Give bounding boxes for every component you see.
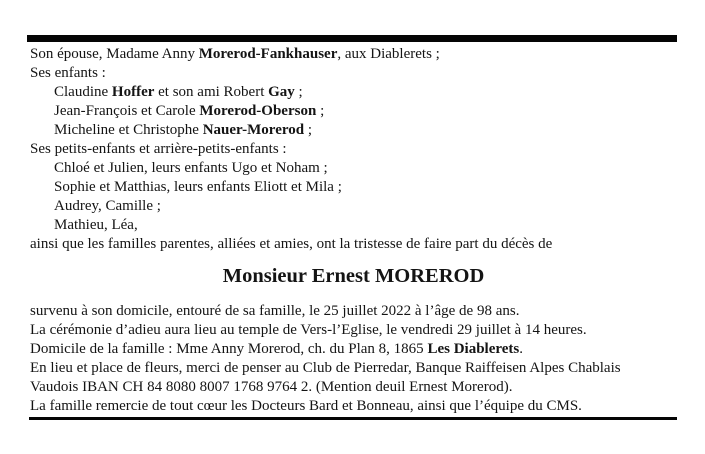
notice-line — [30, 45, 677, 64]
notice-text-segment: Son épouse, Madame Anny — [30, 46, 199, 62]
notice-text-segment: Ses petits-enfants et arrière-petits-enfants : — [30, 141, 287, 157]
bold-name-text: Nauer-Morerod — [202, 122, 305, 138]
bottom-rule — [29, 417, 677, 420]
notice-line — [30, 216, 677, 235]
notice-text-segment: Mathieu, Léa, — [54, 217, 138, 233]
notice-text-segment: Claudine — [54, 84, 112, 100]
notice-line — [30, 121, 677, 140]
notice-text-segment: Micheline et Christophe — [54, 122, 203, 138]
notice-line — [30, 102, 677, 121]
notice-text-segment: survenu à son domicile, entouré de sa famille, le 25 juillet 2022 à l’âge de 98 ans. — [30, 303, 520, 319]
notice-line — [30, 64, 677, 83]
notice-text-segment: , aux Diablerets ; — [337, 46, 440, 62]
notice-line — [30, 159, 677, 178]
notice-text-segment: et son ami Robert — [154, 84, 269, 100]
bold-name-text: Les Diablerets — [427, 341, 520, 357]
top-rule — [27, 35, 677, 42]
notice-text-segment: ; — [304, 122, 313, 138]
notice-text-segment: ainsi que les familles parentes, alliées et amies, ont la tristesse de faire part du décès de — [30, 236, 553, 252]
notice-line — [30, 302, 677, 321]
notice-line — [30, 378, 677, 397]
notice-text-segment: En lieu et place de fleurs, merci de penser au Club de Pierredar, Banque Raiffeisen Alpes Chablais — [30, 360, 621, 376]
notice-body — [30, 45, 677, 416]
notice-text-segment: La famille remercie de tout cœur les Docteurs Bard et Bonneau, ainsi que l’équipe du CMS. — [30, 398, 582, 414]
notice-line — [30, 321, 677, 340]
notice-line — [30, 340, 677, 359]
notice-text-segment: Audrey, Camille ; — [54, 198, 161, 214]
bold-name-text: Hoffer — [111, 84, 155, 100]
notice-line — [30, 197, 677, 216]
notice-text-segment: Vaudois IBAN CH 84 8080 8007 1768 9764 2. (Mention deuil Ernest Morerod). — [30, 379, 513, 395]
notice-text-segment: Ses enfants : — [30, 65, 106, 81]
notice-text-segment: Domicile de la famille : Mme Anny Morerod, ch. du Plan 8, 1865 — [30, 341, 428, 357]
notice-text-segment: La cérémonie d’adieu aura lieu au temple de Vers-l’Eglise, le vendredi 29 juillet à 14 heures. — [30, 322, 587, 338]
notice-line — [30, 235, 677, 254]
family-lines — [30, 45, 677, 254]
details-lines — [30, 302, 677, 416]
notice-text-segment: ; — [316, 103, 325, 119]
bold-name-text: Morerod-Fankhauser — [198, 46, 338, 62]
notice-text-segment: . — [519, 341, 523, 357]
notice-text-segment: Jean-François et Carole — [54, 103, 200, 119]
notice-line — [30, 140, 677, 159]
notice-text-segment: ; — [294, 84, 303, 100]
notice-line — [30, 178, 677, 197]
notice-line — [30, 83, 677, 102]
notice-text-segment: Chloé et Julien, leurs enfants Ugo et Noham ; — [54, 160, 328, 176]
deceased-name: Monsieur Ernest MOREROD — [222, 265, 485, 287]
bold-name-text: Gay — [268, 84, 295, 100]
notice-line — [30, 359, 677, 378]
notice-text-segment: Sophie et Matthias, leurs enfants Eliott et Mila ; — [54, 179, 342, 195]
bold-name-text: Morerod-Oberson — [199, 103, 317, 119]
notice-line — [30, 397, 677, 416]
